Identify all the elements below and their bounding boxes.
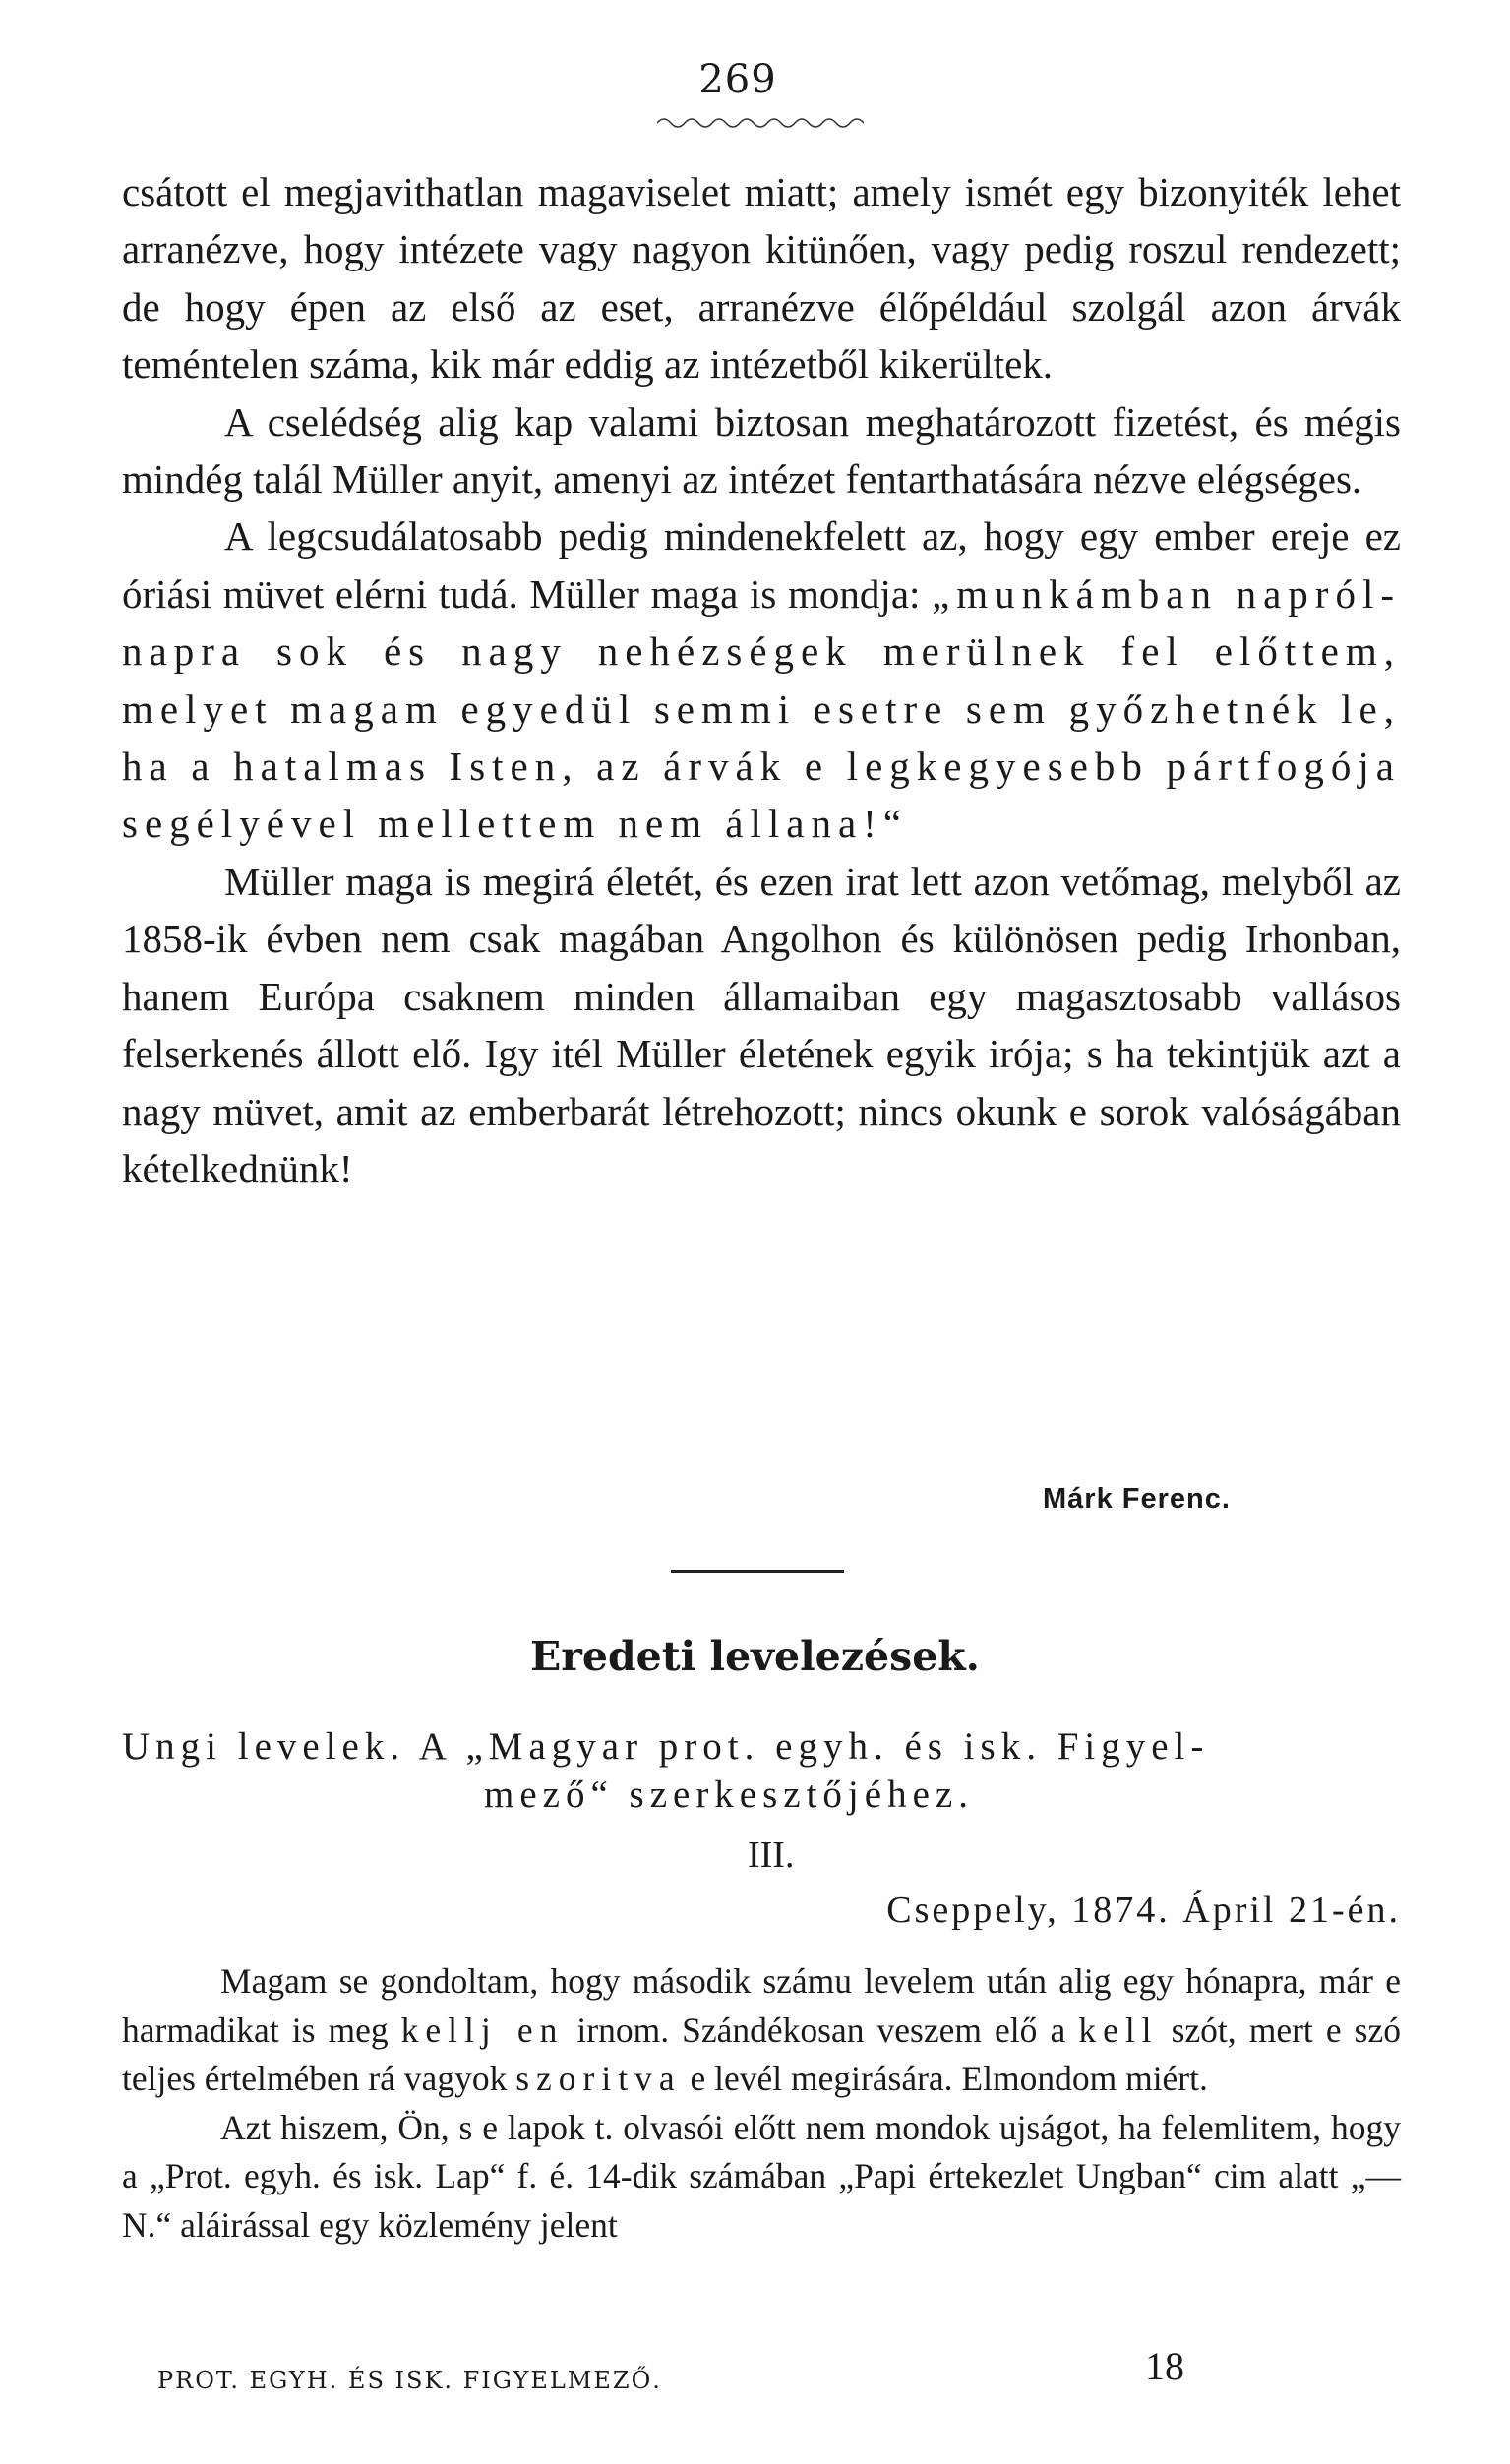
author-signature: Márk Ferenc.: [1043, 1483, 1231, 1515]
letter-subtitle-line-1: Ungi levelek. A „Magyar prot. egyh. és isk. Figyel-: [122, 1725, 1210, 1768]
paragraph-quote-intro: A legcsudálatosabb pedig mindenekfelett az, hogy egy ember ereje ez óriási müvet elérni tudá. Müller maga is mondja:: [122, 513, 1401, 617]
muller-quote: „munkámban napról-napra sok és nagy nehézségek merülnek fel előttem, melyet magam egyedül semmi esetre sem győzhetnék le, ha a hatalmas Isten, az árvák e legkegyesebb pártfogója segélyével mellettem nem állana!“: [122, 571, 1401, 847]
section-divider: [671, 1570, 844, 1573]
footer-signature-mark: 18: [1145, 2344, 1184, 2388]
paragraph-continuation: csátott el megjavithatlan magaviselet miatt; amely ismét egy bizonyiték lehet arranézve, hogy intézete vagy nagyon kitünően, vagy pedig roszul rendezett; de hogy épen az első az eset, arranézve élőpéldául szolgál azon árvák teméntelen száma, kik már eddig az intézetből kikerültek.: [122, 169, 1401, 388]
section-heading: Eredeti levelezések.: [530, 1633, 980, 1680]
article-body: [122, 163, 1401, 1197]
header-ornament: [657, 113, 864, 129]
letter-paragraph-2: Azt hiszem, Ön, s e lapok t. olvasói előtt nem mondok ujságot, ha felemlitem, hogy a „Prot. egyh. és isk. Lap“ f. é. 14-dik számában „Papi értekezlet Ungban“ cim alatt „—N.“ aláirással egy közlemény jelent: [122, 2107, 1401, 2245]
letter-number: III.: [748, 1834, 795, 1876]
letter-subtitle-line-2: mező“ szerkesztőjéhez.: [484, 1773, 974, 1816]
letter-dateline: Cseppely, 1874. Ápril 21-én.: [886, 1890, 1401, 1931]
paragraph-quote: [122, 508, 1401, 852]
page-number: 269: [698, 57, 777, 102]
footer-journal-title: PROT. EGYH. ÉS ISK. FIGYELMEZŐ.: [157, 2367, 662, 2394]
paragraph-servants: A cselédség alig kap valami biztosan meghatározott fizetést, és mégis mindég talál Müller anyit, amenyi az intézet fentarthatására nézve elégséges.: [122, 398, 1401, 503]
letter-body: [122, 1957, 1401, 2251]
paragraph-biography: Müller maga is megirá életét, és ezen irat lett azon vetőmag, melyből az 1858-ik évben nem csak magában Angolhon és különösen pedig Irhonban, hanem Európa csaknem minden államaiban egy magasztosabb vallásos felserkenés állott elő. Igy itél Müller életének egyik irója; s ha tekintjük azt a nagy müvet, amit az emberbarát létrehozott; nincs okunk e sorok valóságában kételkednünk!: [122, 858, 1401, 1191]
letter-paragraph-1: Magam se gondoltam, hogy második számu levelem után alig egy hónapra, már e harmadikat is meg kellj en irnom. Szándékosan veszem elő a kell szót, mert e szó teljes értelmében rá vagyok szoritva e levél megirására. Elmondom miért.: [122, 1961, 1401, 2099]
